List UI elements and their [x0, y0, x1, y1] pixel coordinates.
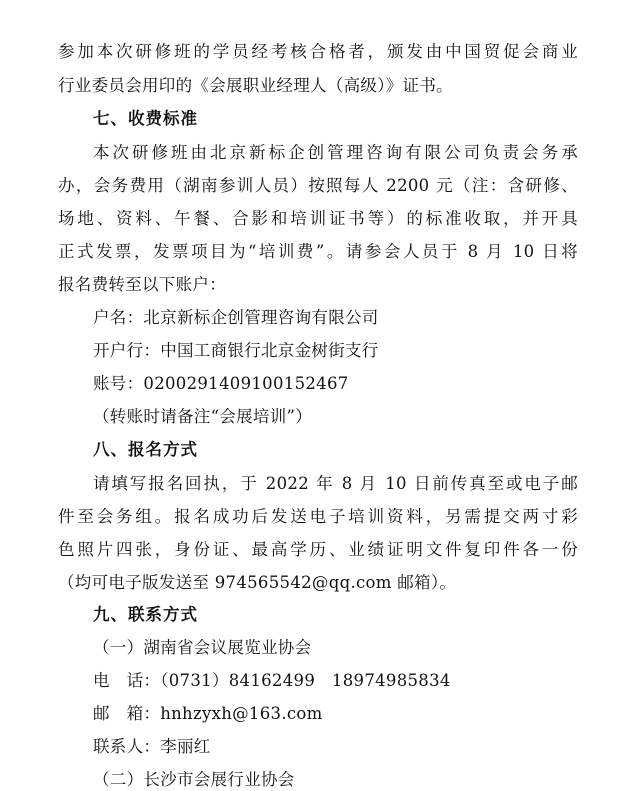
paragraph-fee-line-1: 本次研修班由北京新标企创管理咨询有限公司负责会务承 — [93, 143, 578, 162]
paragraph-fee-line-4: 正式发票，发票项目为“培训费”。请参会人员于 8 月 10 日将 — [58, 242, 578, 261]
paragraph-signup-line-1: 请填写报名回执，于 2022 年 8 月 10 日前传真至或电子邮 — [93, 474, 578, 493]
contact-1-organization: （一）湖南省会议展览业协会 — [93, 638, 312, 657]
contact-1-email: 邮 箱：hnhzyxh@163.com — [93, 704, 323, 723]
section-7-heading: 七、收费标准 — [93, 109, 198, 128]
account-name: 户名：北京新标企创管理咨询有限公司 — [93, 308, 379, 327]
contact-1-person: 联系人：李丽红 — [93, 737, 211, 756]
contact-2-organization: （二）长沙市会展行业协会 — [93, 770, 295, 789]
paragraph-certificate-line-2: 行业委员会用印的《会展职业经理人（高级）》证书。 — [58, 76, 453, 95]
account-number: 账号：0200291409100152467 — [93, 374, 349, 393]
paragraph-signup-line-3: 色照片四张，身份证、最高学历、业绩证明文件复印件各一份 — [58, 540, 578, 559]
account-note: （转账时请备注“会展培训”） — [93, 407, 313, 426]
account-bank: 开户行：中国工商银行北京金树街支行 — [93, 341, 379, 360]
paragraph-fee-line-5: 报名费转至以下账户： — [58, 275, 226, 294]
section-8-heading: 八、报名方式 — [93, 440, 198, 459]
paragraph-certificate-line-1: 参加本次研修班的学员经考核合格者，颁发由中国贸促会商业 — [58, 42, 578, 61]
paragraph-fee-line-3: 场地、资料、午餐、合影和培训证书等）的标准收取，并开具 — [58, 209, 578, 228]
contact-1-phone: 电 话：（0731）84162499 18974985834 — [93, 671, 451, 690]
section-9-heading: 九、联系方式 — [93, 605, 198, 624]
paragraph-fee-line-2: 办，会务费用（湖南参训人员）按照每人 2200 元（注：含研修、 — [58, 176, 578, 195]
paragraph-signup-line-2: 件至会务组。报名成功后发送电子培训资料，另需提交两寸彩 — [58, 507, 578, 526]
paragraph-signup-line-4: （均可电子版发送至 974565542@qq.com 邮箱）。 — [58, 573, 457, 592]
